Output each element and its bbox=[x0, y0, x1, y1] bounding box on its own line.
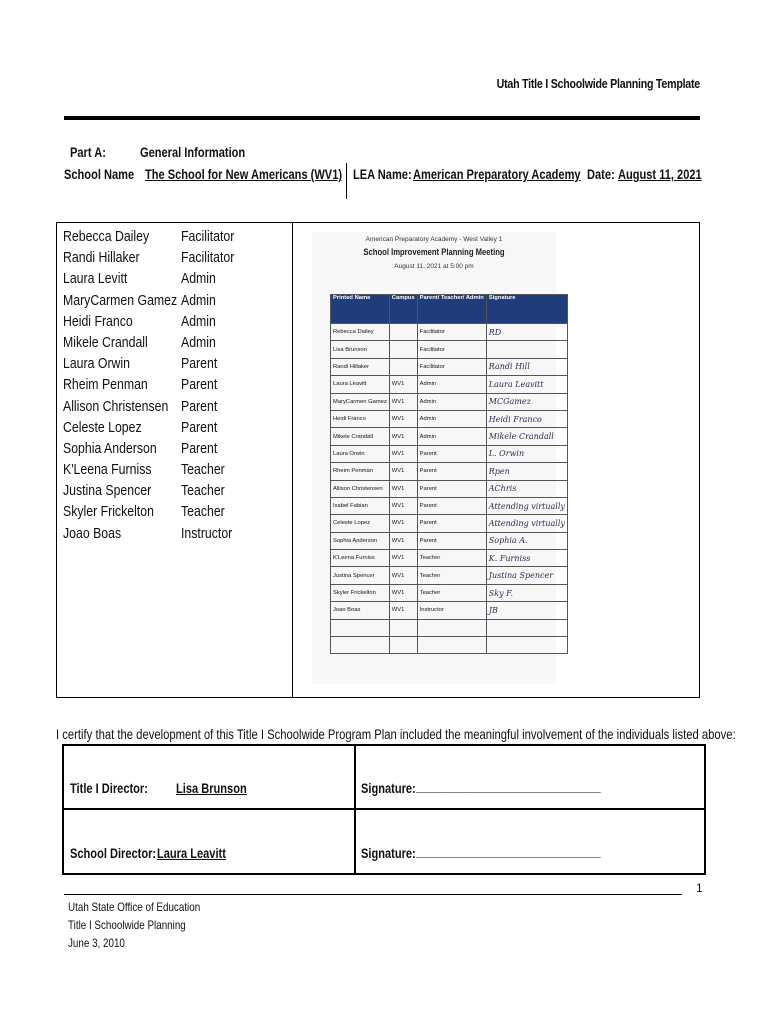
signin-sheet-signature-cell: Sophia A. bbox=[486, 532, 567, 549]
participant-role: Teacher bbox=[181, 503, 225, 521]
signin-sheet-name-cell: Laura Leavitt bbox=[331, 376, 390, 393]
participant-name: Laura Levitt bbox=[63, 270, 128, 288]
signin-sheet-header-row bbox=[331, 295, 568, 324]
signin-sheet-org: American Preparatory Academy - West Valley 1 bbox=[365, 236, 503, 243]
participant-name: Skyler Frickelton bbox=[63, 503, 154, 521]
signin-sheet-campus-cell: WV1 bbox=[389, 393, 417, 410]
participant-name: Rebecca Dailey bbox=[63, 228, 150, 245]
school-name-label: School Name bbox=[64, 167, 135, 182]
signin-sheet-row bbox=[331, 515, 568, 532]
signin-sheet-row bbox=[331, 550, 568, 567]
date-value: August 11, 2021 bbox=[618, 167, 702, 182]
signin-sheet-campus-cell: WV1 bbox=[389, 515, 417, 532]
signin-sheet-datetime: August 11, 2021 at 5:00 pm bbox=[394, 263, 474, 270]
signin-sheet-header-cell: Campus bbox=[389, 295, 417, 324]
signin-sheet-campus-cell bbox=[389, 324, 417, 341]
signin-sheet-name-cell: Heidi Franco bbox=[331, 410, 390, 427]
signin-sheet-row bbox=[331, 445, 568, 462]
participant-role: Admin bbox=[181, 291, 216, 309]
participant-name: Joao Boas bbox=[63, 524, 122, 542]
signin-sheet-role-cell: Parent bbox=[417, 480, 486, 497]
signin-sheet-signature-cell: Mikele Crandall bbox=[486, 428, 567, 445]
signin-sheet-image bbox=[312, 232, 565, 684]
signin-sheet-row bbox=[331, 584, 568, 601]
title-director-signature-label: Signature: bbox=[361, 781, 416, 796]
signin-sheet-role-cell: Teacher bbox=[417, 567, 486, 584]
signin-sheet-header-cell: Signature bbox=[486, 295, 567, 324]
participant-name: Randi Hillaker bbox=[63, 249, 140, 267]
signin-sheet-role-cell: Admin bbox=[417, 428, 486, 445]
signin-sheet-signature-cell: Rpen bbox=[486, 463, 567, 480]
signin-sheet-table bbox=[330, 294, 568, 654]
participant-role: Parent bbox=[181, 418, 218, 436]
signin-sheet-name-cell: K'Leena Furniss bbox=[331, 550, 390, 567]
footer-line-1: Utah State Office of Education bbox=[68, 900, 201, 914]
participant-name: Justina Spencer bbox=[63, 482, 152, 500]
participant-role: Teacher bbox=[181, 482, 225, 500]
signin-sheet-name-cell: Rheim Penman bbox=[331, 463, 390, 480]
participant-name: MaryCarmen Gamez bbox=[63, 291, 178, 309]
signin-sheet-role-cell: Admin bbox=[417, 376, 486, 393]
participant-role: Parent bbox=[181, 355, 218, 373]
participant-name: Celeste Lopez bbox=[63, 418, 142, 436]
signature-table-col-divider bbox=[354, 744, 356, 875]
signin-sheet-signature-cell: AChris bbox=[486, 480, 567, 497]
participant-role: Parent bbox=[181, 439, 218, 457]
signin-sheet-role-cell: Instructor bbox=[417, 602, 486, 619]
signin-sheet-campus-cell: WV1 bbox=[389, 410, 417, 427]
signin-sheet-row bbox=[331, 602, 568, 619]
signin-sheet-signature-cell: Attending virtually bbox=[486, 497, 567, 514]
signin-sheet-name-cell: Lisa Brunson bbox=[331, 341, 390, 358]
participant-name: Laura Orwin bbox=[63, 355, 130, 373]
signin-sheet-role-cell: Parent bbox=[417, 445, 486, 462]
signin-sheet-row bbox=[331, 532, 568, 549]
signin-sheet-campus-cell: WV1 bbox=[389, 567, 417, 584]
signin-sheet-campus-cell: WV1 bbox=[389, 550, 417, 567]
signin-sheet-role-cell: Facilitator bbox=[417, 358, 486, 375]
participant-name: K'Leena Furniss bbox=[63, 461, 152, 479]
lea-label: LEA Name: bbox=[353, 167, 412, 182]
school-name-value: The School for New Americans (WV1) bbox=[145, 167, 343, 182]
signin-sheet-signature-cell: JB bbox=[486, 602, 567, 619]
signin-sheet-name-cell: Rebecca Dailey bbox=[331, 324, 390, 341]
signin-sheet-signature-cell: MCGamez bbox=[486, 393, 567, 410]
signin-sheet-campus-cell: WV1 bbox=[389, 532, 417, 549]
signin-sheet-row bbox=[331, 637, 568, 654]
title-director-signature-line[interactable]: ______________________________ bbox=[416, 779, 601, 794]
participant-role: Facilitator bbox=[181, 249, 235, 267]
participant-role: Admin bbox=[181, 333, 216, 351]
signin-sheet-campus-cell: WV1 bbox=[389, 497, 417, 514]
school-director-label: School Director: bbox=[70, 846, 157, 861]
participant-name: Allison Christensen bbox=[63, 397, 169, 415]
signin-sheet-name-cell: Justina Spencer bbox=[331, 567, 390, 584]
signin-sheet-role-cell: Parent bbox=[417, 463, 486, 480]
header-rule bbox=[64, 116, 700, 120]
signin-sheet-role-cell: Facilitator bbox=[417, 324, 486, 341]
header-field-separator bbox=[346, 163, 347, 199]
participant-role: Admin bbox=[181, 312, 216, 330]
signin-sheet-campus-cell: WV1 bbox=[389, 584, 417, 601]
signin-sheet-role-cell: Parent bbox=[417, 532, 486, 549]
signin-sheet-signature-cell: Attending virtually bbox=[486, 515, 567, 532]
signature-table-row-divider bbox=[62, 808, 706, 810]
signin-sheet-campus-cell: WV1 bbox=[389, 428, 417, 445]
signin-sheet-campus-cell bbox=[389, 619, 417, 636]
signin-sheet-name-cell bbox=[331, 619, 390, 636]
participant-role: Instructor bbox=[181, 524, 233, 542]
participant-name: Sophia Anderson bbox=[63, 439, 157, 457]
signin-sheet-name-cell bbox=[331, 637, 390, 654]
signin-sheet-role-cell: Teacher bbox=[417, 584, 486, 601]
signin-sheet-role-cell: Teacher bbox=[417, 550, 486, 567]
participant-role: Facilitator bbox=[181, 228, 235, 245]
signin-sheet-name-cell: Skyler Frickelton bbox=[331, 584, 390, 601]
school-director-name: Laura Leavitt bbox=[157, 846, 226, 861]
signin-sheet-row bbox=[331, 463, 568, 480]
signin-sheet-row bbox=[331, 480, 568, 497]
signin-sheet-signature-cell: Heidi Franco bbox=[486, 410, 567, 427]
signin-sheet-name-cell: Sophia Anderson bbox=[331, 532, 390, 549]
signin-sheet-name-cell: Isabel Fabian bbox=[331, 497, 390, 514]
signin-sheet-campus-cell bbox=[389, 637, 417, 654]
footer-line-3: June 3, 2010 bbox=[68, 936, 125, 950]
signin-sheet-row bbox=[331, 358, 568, 375]
participant-name: Rheim Penman bbox=[63, 376, 148, 394]
certification-statement: I certify that the development of this Title I Schoolwide Program Plan included the meaningful involvement of the individuals listed above: bbox=[56, 726, 736, 742]
signin-sheet-row bbox=[331, 341, 568, 358]
signin-sheet-title: School Improvement Planning Meeting bbox=[363, 247, 505, 257]
lea-value: American Preparatory Academy bbox=[413, 167, 581, 182]
signin-sheet-row bbox=[331, 324, 568, 341]
signin-sheet-role-cell: Parent bbox=[417, 515, 486, 532]
signin-sheet-row bbox=[331, 393, 568, 410]
signin-sheet-role-cell: Admin bbox=[417, 410, 486, 427]
signin-sheet-row bbox=[331, 376, 568, 393]
signin-sheet-signature-cell: RD bbox=[486, 324, 567, 341]
signin-sheet-name-cell: Joao Boas bbox=[331, 602, 390, 619]
signin-sheet-name-cell: Laura Orwin bbox=[331, 445, 390, 462]
signin-sheet-campus-cell: WV1 bbox=[389, 445, 417, 462]
signin-sheet-name-cell: Randi Hillaker bbox=[331, 358, 390, 375]
participant-role: Teacher bbox=[181, 461, 225, 479]
school-director-signature-line[interactable]: ______________________________ bbox=[416, 844, 601, 859]
signin-sheet-signature-cell: L. Orwin bbox=[486, 445, 567, 462]
participant-role: Parent bbox=[181, 397, 218, 415]
title-director-name: Lisa Brunson bbox=[176, 781, 247, 796]
signin-sheet-role-cell: Facilitator bbox=[417, 341, 486, 358]
signin-sheet-role-cell bbox=[417, 637, 486, 654]
signin-sheet-header-cell: Parent/ Teacher/ Admin bbox=[417, 295, 486, 324]
signin-sheet-name-cell: MaryCarmen Gamez bbox=[331, 393, 390, 410]
signin-sheet-row bbox=[331, 410, 568, 427]
signin-sheet-signature-cell: Laura Leavitt bbox=[486, 376, 567, 393]
signin-sheet-row bbox=[331, 428, 568, 445]
footer-line-2: Title I Schoolwide Planning bbox=[68, 918, 186, 932]
signin-sheet-signature-cell bbox=[486, 341, 567, 358]
section-title: General Information bbox=[140, 145, 246, 160]
participant-name: Mikele Crandall bbox=[63, 333, 148, 351]
signin-sheet-name-cell: Allison Christensen bbox=[331, 480, 390, 497]
title-director-label: Title I Director: bbox=[70, 781, 148, 796]
signin-sheet-header-cell: Printed Name bbox=[331, 295, 390, 324]
part-label: Part A: bbox=[70, 145, 106, 160]
signin-sheet-signature-cell bbox=[486, 619, 567, 636]
signin-sheet-campus-cell bbox=[389, 358, 417, 375]
signin-sheet-campus-cell: WV1 bbox=[389, 376, 417, 393]
footer-rule bbox=[64, 894, 682, 895]
signin-sheet-campus-cell: WV1 bbox=[389, 463, 417, 480]
signin-sheet-signature-cell: Justina Spencer bbox=[486, 567, 567, 584]
participants-table-divider bbox=[292, 222, 293, 698]
signin-sheet-role-cell: Parent bbox=[417, 497, 486, 514]
signin-sheet-signature-cell: K. Furniss bbox=[486, 550, 567, 567]
participant-role: Admin bbox=[181, 270, 216, 288]
signin-sheet-name-cell: Mikele Crandall bbox=[331, 428, 390, 445]
signin-sheet-signature-cell: Randi Hill bbox=[486, 358, 567, 375]
date-label: Date: bbox=[587, 167, 615, 182]
signin-sheet-signature-cell bbox=[486, 637, 567, 654]
signin-sheet-role-cell bbox=[417, 619, 486, 636]
signin-sheet-role-cell: Admin bbox=[417, 393, 486, 410]
document-header-title: Utah Title I Schoolwide Planning Template bbox=[496, 76, 700, 91]
signin-sheet-signature-cell: Sky F. bbox=[486, 584, 567, 601]
signin-sheet-campus-cell bbox=[389, 341, 417, 358]
school-director-signature-label: Signature: bbox=[361, 846, 416, 861]
signin-sheet-row bbox=[331, 619, 568, 636]
signin-sheet-row bbox=[331, 497, 568, 514]
signin-sheet-row bbox=[331, 567, 568, 584]
participant-role: Parent bbox=[181, 376, 218, 394]
signin-sheet-campus-cell: WV1 bbox=[389, 602, 417, 619]
signin-sheet-name-cell: Celeste Lopez bbox=[331, 515, 390, 532]
page-number: 1 bbox=[696, 881, 703, 895]
signin-sheet-campus-cell: WV1 bbox=[389, 480, 417, 497]
participant-name: Heidi Franco bbox=[63, 312, 133, 330]
